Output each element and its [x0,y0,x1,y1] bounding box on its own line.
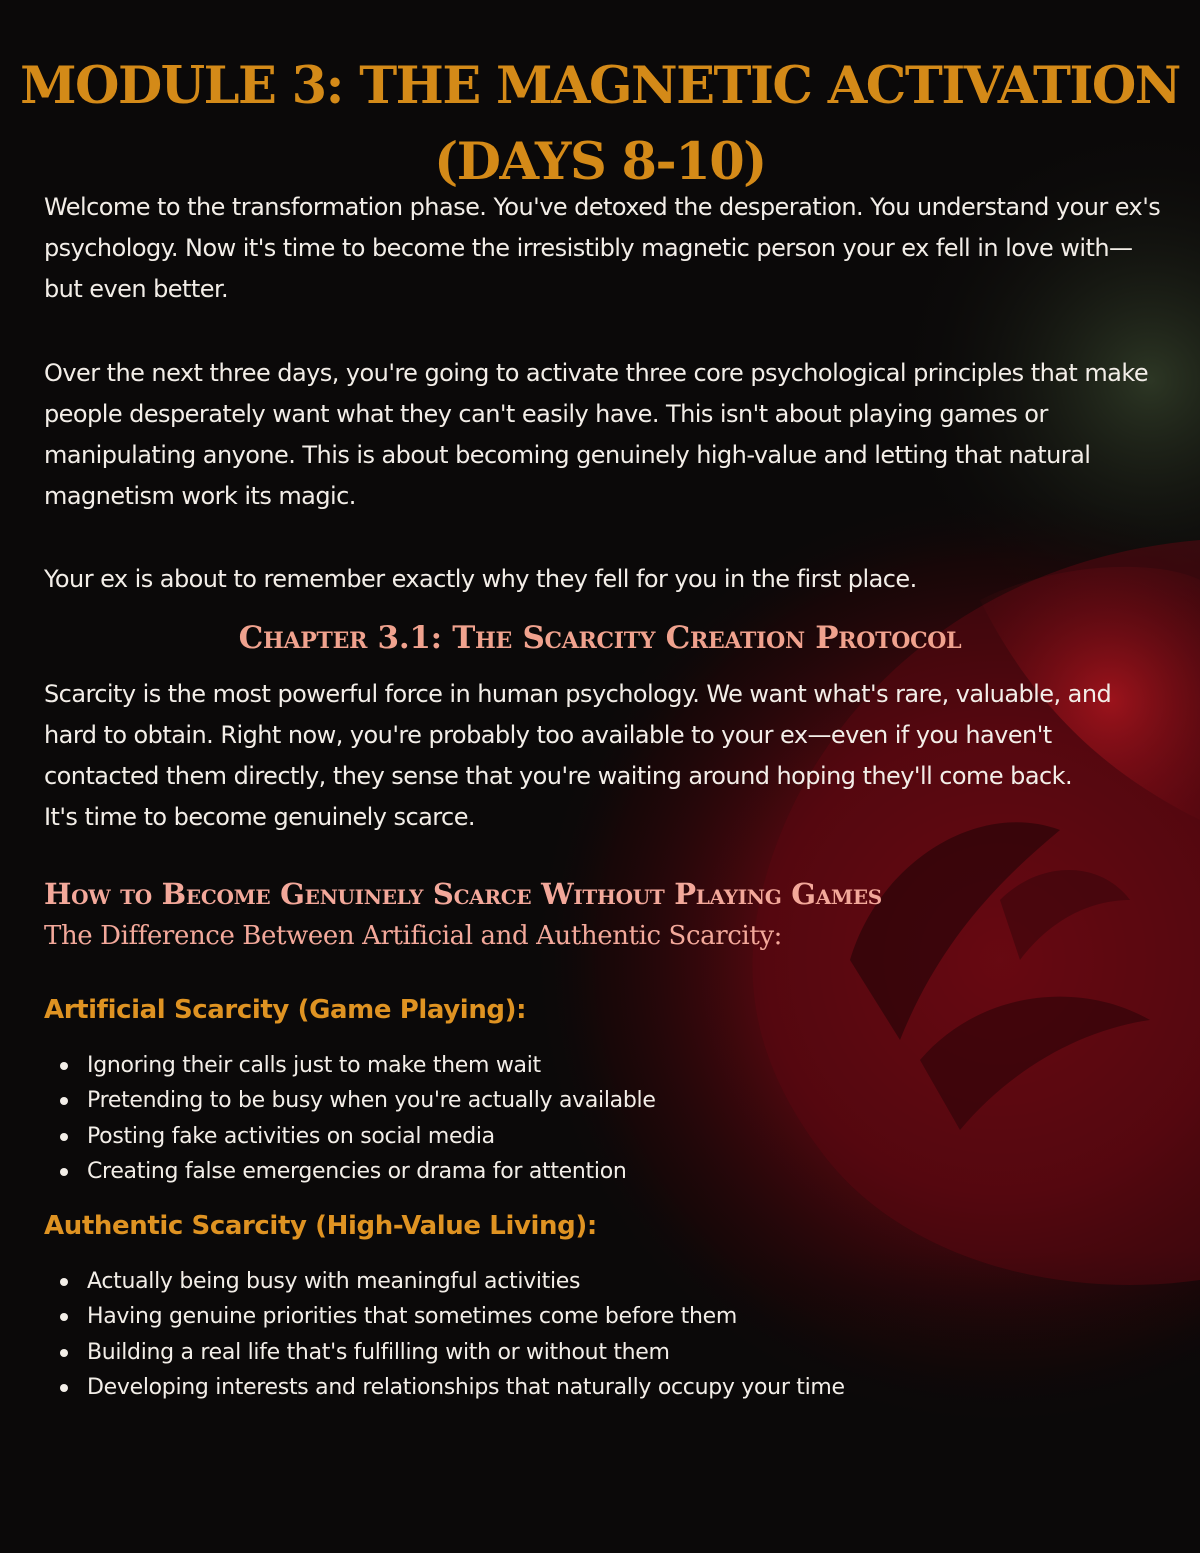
bullet-icon [60,1062,68,1070]
module-title-line-2: (DAYS 8-10) [434,132,766,192]
authentic-scarcity-heading: Authentic Scarcity (High-Value Living): [44,1211,597,1241]
list-item-text: Building a real life that's fulfilling with or without them [87,1339,670,1365]
list-item-text: Pretending to be busy when you're actually available [87,1088,656,1114]
chapter-intro-line-4: It's time to become genuinely scarce. [44,803,475,831]
list-item [44,1264,1144,1299]
bullet-icon [60,1278,68,1286]
list-item-text: Having genuine priorities that sometimes come before them [87,1304,737,1330]
intro-paragraph-1: Welcome to the transformation phase. You've detoxed the desperation. You understand your ex's psychology. Now it's time to become the irresistibly magnetic person your ex fell in love with—but even better. [44,193,1161,303]
bullet-icon [60,1384,68,1392]
authentic-scarcity-list [44,1264,1144,1405]
list-item-text: Ignoring their calls just to make them wait [87,1053,541,1078]
intro-paragraph-3: Your ex is about to remember exactly why they fell for you in the first place. [44,565,917,593]
bullet-icon [60,1349,68,1357]
bullet-icon [60,1313,68,1321]
list-item [44,1370,1144,1405]
bullet-icon [60,1133,68,1141]
chapter-intro-paragraph [44,674,1169,838]
section-subtitle: The Difference Between Artificial and Authentic Scarcity: [44,921,783,951]
section-title: How to Become Genuinely Scarce Without Playing Games [44,877,882,911]
list-item [44,1299,1144,1334]
artificial-scarcity-heading: Artificial Scarcity (Game Playing): [44,995,527,1025]
list-item-text: Posting fake activities on social media [87,1123,495,1149]
artificial-scarcity-list [44,1048,1144,1189]
chapter-intro-line-3: contacted them directly, they sense that you're waiting around hoping they'll come back. [44,762,1073,790]
list-item [44,1083,1144,1118]
bullet-icon [60,1168,68,1176]
chapter-intro-line-2: hard to obtain. Right now, you're probably too available to your ex—even if you haven't [44,721,1052,749]
intro-paragraph-2: Over the next three days, you're going to activate three core psychological principles that make people desperately want what they can't easily have. This isn't about playing games or manipulating anyone. This is about becoming genuinely high-value and letting that natural magnetism work its magic. [44,359,1149,510]
chapter-title: Chapter 3.1: The Scarcity Creation Protocol [238,620,962,656]
list-item-text: Creating false emergencies or drama for attention [87,1158,627,1184]
chapter-intro-line-1: Scarcity is the most powerful force in human psychology. We want what's rare, valuable, and [44,680,1112,708]
module-title [0,48,1200,200]
module-title-line-1: MODULE 3: THE MAGNETIC ACTIVATION [20,56,1180,116]
list-item-text: Actually being busy with meaningful activities [87,1269,581,1294]
list-item [44,1119,1144,1154]
list-item [44,1048,1144,1083]
list-item [44,1154,1144,1189]
list-item-text: Developing interests and relationships that naturally occupy your time [87,1374,845,1400]
list-item [44,1335,1144,1370]
bullet-icon [60,1097,68,1105]
